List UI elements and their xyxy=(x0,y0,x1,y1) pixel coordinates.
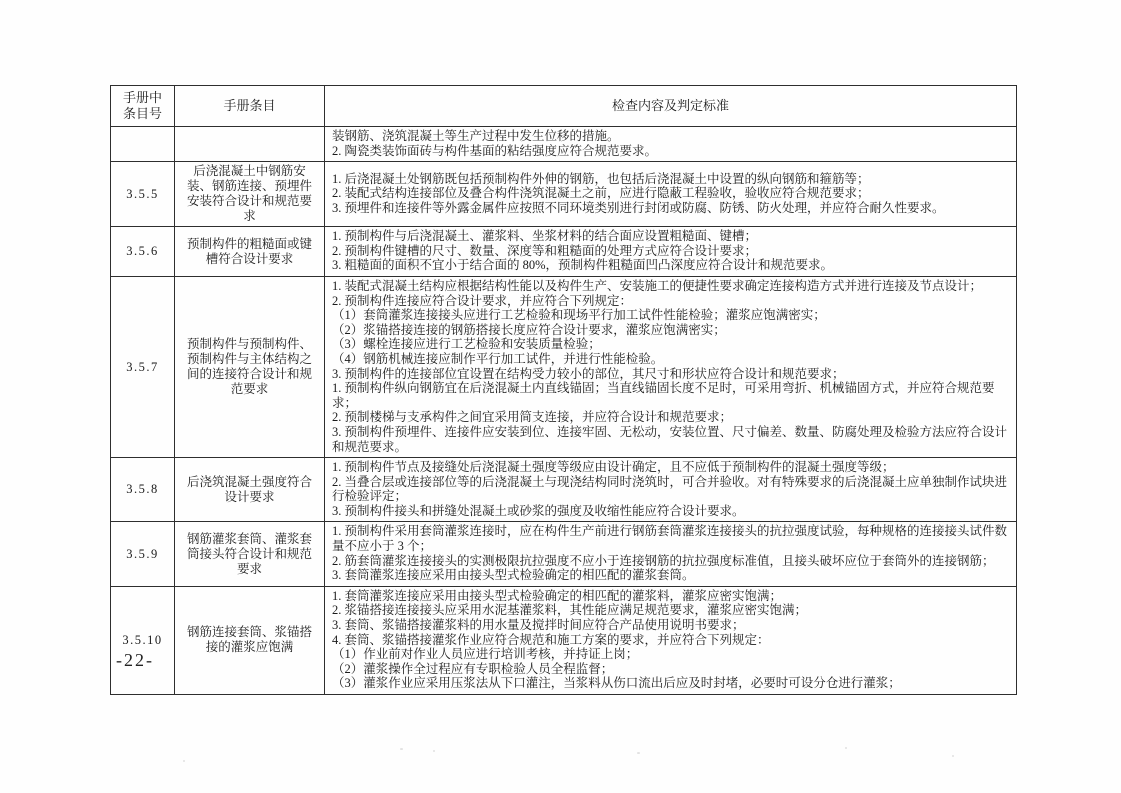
scan-speckle xyxy=(433,750,435,752)
criteria-line: （3）螺栓连接应进行工艺检验和安装质量检验； xyxy=(332,337,601,352)
scan-speckle xyxy=(637,752,640,754)
table-row xyxy=(111,276,1017,457)
page-number: -22- xyxy=(116,650,154,670)
criteria-line: 3. 预制构件预埋件、连接件应安装到位、连接牢固、无松动，安装位置、尺寸偏差、数量、防腐处理及检验方法应符合设计和规范要求。 xyxy=(332,424,1008,454)
cell-item-number: 3.5.7 xyxy=(111,276,175,457)
criteria-line: 1. 装配式混凝土结构应根据结构性能以及构件生产、安装施工的便捷性要求确定连接构造方式并进行连接及节点设计； xyxy=(332,278,983,293)
header-item-title: 手册条目 xyxy=(175,86,325,127)
table-row xyxy=(111,162,1017,227)
criteria-line: 2. 预制构件键槽的尺寸、数量、深度等和粗糙面的处理方式应符合设计要求； xyxy=(332,243,758,258)
criteria-line: 2. 预制构件连接应符合设计要求，并应符合下列规定： xyxy=(332,293,633,308)
table-row xyxy=(111,227,1017,277)
criteria-line: （4）钢筋机械连接应制作平行加工试件，并进行性能检验。 xyxy=(332,351,664,366)
criteria-line: 1. 预制构件采用套筒灌浆连接时，应在构件生产前进行钢筋套筒灌浆连接接头的抗拉强度试验，每种规格的连接接头试件数量不应小于 3 个； xyxy=(332,524,1008,554)
cell-item-number: 3.5.8 xyxy=(111,458,175,522)
scan-speckle xyxy=(183,760,185,762)
criteria-line: （1）套筒灌浆连接接头应进行工艺检验和现场平行加工试件性能检验；灌浆应饱满密实； xyxy=(332,308,826,323)
criteria-line: 2. 筋套筒灌浆连接接头的实测极限抗拉强度不应小于连接钢筋的抗拉强度标准值，且接头破坏应位于套筒外的连接钢筋； xyxy=(332,553,995,568)
table-row xyxy=(111,127,1017,162)
inspection-table xyxy=(110,85,1017,695)
table-body xyxy=(111,127,1017,695)
criteria-line: （3）灌浆作业应采用压浆法从下口灌注，当浆料从伤口流出后应及时封堵，必要时可设分仓进行灌浆； xyxy=(332,676,901,691)
criteria-line: 3. 套筒灌浆连接应采用由接头型式检验确定的相匹配的灌浆套筒。 xyxy=(332,568,695,583)
cell-item-number: 3.5.5 xyxy=(111,162,175,227)
cell-item-title: 钢筋连接套筒、浆锚搭接的灌浆应饱满 xyxy=(175,586,325,694)
header-item-number-line1: 手册中 xyxy=(122,90,162,105)
criteria-line: （2）浆锚搭接连接的钢筋搭接长度应符合设计要求，灌浆应饱满密实； xyxy=(332,322,726,337)
cell-item-title: 预制构件与预制构件、预制构件与主体结构之间的连接符合设计和规范要求 xyxy=(175,276,325,457)
criteria-line: 1. 预制构件节点及接缝处后浇混凝土强度等级应由设计确定，且不应低于预制构件的混凝土强度等级； xyxy=(332,460,895,475)
criteria-line: （2）灌浆操作全过程应有专职检验人员全程监督； xyxy=(332,661,614,676)
criteria-line: 3. 预制构件接头和拼缝处混凝土或砂浆的强度及收缩性能应符合设计要求。 xyxy=(332,503,745,518)
cell-item-title: 后浇混凝土中钢筋安装、钢筋连接、预埋件安装符合设计和规范要求 xyxy=(175,162,325,227)
criteria-line: 2. 预制楼梯与支承构件之间宜采用简支连接，并应符合设计和规范要求； xyxy=(332,410,733,425)
scan-speckle xyxy=(845,747,847,749)
criteria-line: 3. 预埋件和连接件等外露金属件应按照不同环境类别进行封闭或防腐、防锈、防火处理，并应符合耐久性要求。 xyxy=(332,200,945,215)
criteria-line: 3. 预制构件的连接部位宜设置在结构受力较小的部位，其尺寸和形状应符合设计和规范要求； xyxy=(332,366,845,381)
cell-criteria xyxy=(325,586,1017,694)
criteria-line: 2. 陶瓷类装饰面砖与构件基面的粘结强度应符合规范要求。 xyxy=(332,143,658,158)
criteria-line: 1. 套筒灌浆连接应采用由接头型式检验确定的相匹配的灌浆料，灌浆应密实饱满； xyxy=(332,588,783,603)
criteria-line: 1. 预制构件纵向钢筋宜在后浇混凝土内直线锚固；当直线锚固长度不足时，可采用弯折、机械锚固方式，并应符合规范要求； xyxy=(332,381,995,410)
cell-item-number xyxy=(111,127,175,162)
cell-criteria xyxy=(325,162,1017,227)
cell-criteria xyxy=(325,458,1017,522)
header-criteria: 检查内容及判定标准 xyxy=(325,86,1017,127)
cell-item-title: 钢筋灌浆套筒、灌浆套筒接头符合设计和规范要求 xyxy=(175,522,325,586)
criteria-line: 3. 粗糙面的面积不宜小于结合面的 80%，预制构件粗糙面凹凸深度应符合设计和规范要求。 xyxy=(332,258,834,273)
table-row xyxy=(111,458,1017,522)
criteria-line: 装钢筋、浇筑混凝土等生产过程中发生位移的措施。 xyxy=(332,129,620,143)
cell-criteria xyxy=(325,227,1017,277)
criteria-line: 1. 预制构件与后浇混凝土、灌浆料、坐浆材料的结合面应设置粗糙面、键槽； xyxy=(332,229,758,244)
cell-item-number: 3.5.10 xyxy=(111,586,175,694)
cell-item-title: 预制构件的粗糙面或键槽符合设计要求 xyxy=(175,227,325,277)
cell-criteria xyxy=(325,276,1017,457)
cell-item-number: 3.5.9 xyxy=(111,522,175,586)
criteria-line: 4. 套筒、浆锚搭接灌浆作业应符合规范和施工方案的要求，并应符合下列规定： xyxy=(332,632,770,647)
cell-criteria xyxy=(325,127,1017,162)
cell-item-title xyxy=(175,127,325,162)
criteria-line: 2. 装配式结构连接部位及叠合构件浇筑混凝土之前，应进行隐蔽工程验收，验收应符合规范要求； xyxy=(332,186,870,201)
table-row xyxy=(111,522,1017,586)
criteria-line: 2. 当叠合层或连接部位等的后浇混凝土与现浇结构同时浇筑时，可合并验收。对有特殊要求的后浇混凝土应单独制作试块进行检验评定； xyxy=(332,474,1008,504)
criteria-line: 3. 套筒、浆锚搭接灌浆料的用水量及搅拌时间应符合产品使用说明书要求； xyxy=(332,618,745,633)
cell-item-number: 3.5.6 xyxy=(111,227,175,277)
header-item-number xyxy=(111,86,175,127)
header-item-number-line2: 条目号 xyxy=(122,106,162,121)
criteria-line: 1. 后浇混凝土处钢筋既包括预制构件外伸的钢筋，也包括后浇混凝土中设置的纵向钢筋和箍筋等； xyxy=(332,171,870,186)
criteria-line: （1）作业前对作业人员应进行培训考核，并持证上岗； xyxy=(332,647,639,662)
cell-criteria xyxy=(325,522,1017,586)
criteria-line: 2. 浆锚搭接连接接头应采用水泥基灌浆料，其性能应满足规范要求，灌浆应密实饱满； xyxy=(332,603,808,618)
header-row xyxy=(111,86,1017,127)
scan-speckle xyxy=(400,748,403,750)
cell-item-title: 后浇筑混凝土强度符合设计要求 xyxy=(175,458,325,522)
scan-speckle xyxy=(952,755,954,757)
table-row xyxy=(111,586,1017,694)
